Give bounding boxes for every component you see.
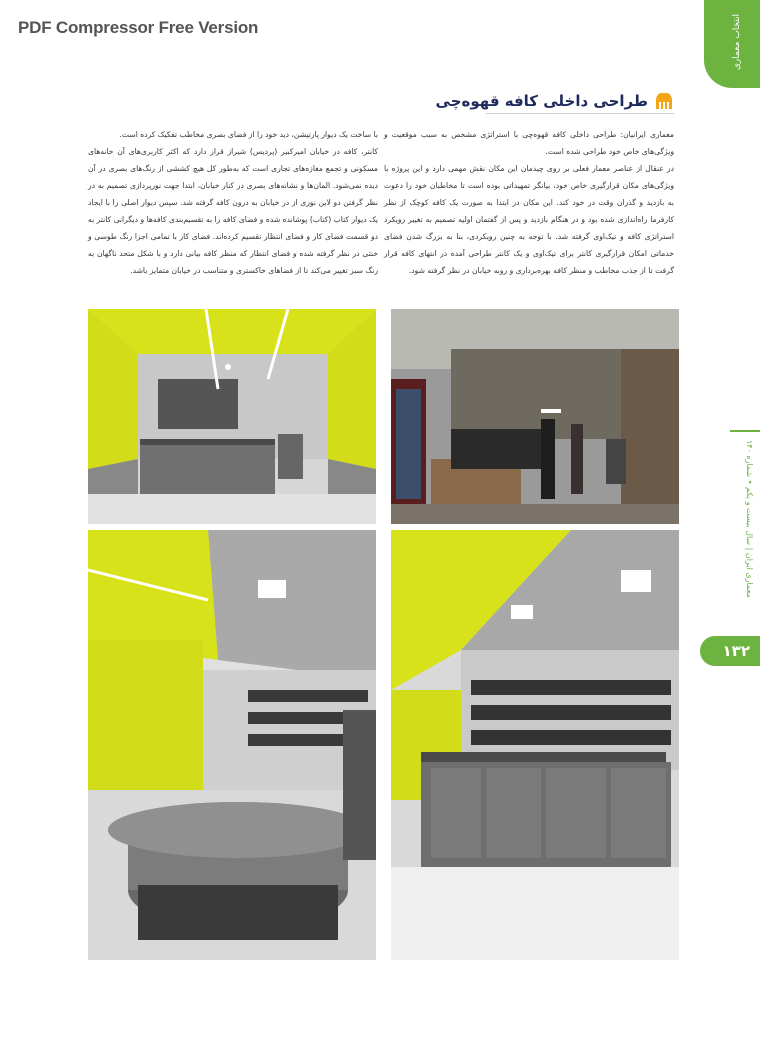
paragraph: با ساخت یک دیوار پارتیشن، دید خود را از فضای بصری مخاطب تفکیک کرده است. [119, 130, 378, 139]
article-title: طراحی داخلی کافه قهوه‌چی [435, 92, 648, 110]
paragraph: در عنقال از عناصر معمار فعلی بر روی چیدمان این مکان نقش مهمی دارد و این پروژه با ویژگی‌های مکان قرارگیری خاص خود، بیانگر تمهیداتی بوده است تا مخاطبان خود را دعوت به بازدید و گذران وقت در خود کند. این مکان در ابتدا به صورت یک کافه کوچک از نظر کارفرما راه‌اندازی شده بود و در هنگام بازدید و پس از گفتمان اولیه تصمیم به تغییر رویکرد استراتژی کافه و تیک‌اوی گرفته شد. با توجه به چنین رویکردی، بنا به بزرگ شدن فضای خدماتی امکان قرارگیری کانتر برای تیک‌اوی و یک کانتر طراحی آمده در انتهای کافه قرار گرفت تا از جذب مخاطب و منظر کافه بهره‌برداری و روبه خیابان در نظر گرفته شود. [384, 164, 674, 275]
article-header [436, 92, 674, 110]
photo-counter-yellow-ceiling [391, 530, 679, 960]
page-number: ۱۳۲ [722, 642, 750, 660]
side-divider [730, 430, 760, 432]
photo-cafe-interior [391, 309, 679, 524]
building-icon [654, 93, 674, 109]
text-column-left [88, 126, 378, 279]
title-underline [486, 113, 674, 114]
pdf-compressor-watermark: PDF Compressor Free Version [18, 18, 259, 37]
photo-yellow-corridor [88, 309, 376, 524]
section-tab-label: انتخاب معماری [732, 14, 742, 71]
photo-round-counter [88, 530, 376, 960]
journal-running-head: معماری ایران | سال بیست و یکم • شماره ۱۴۰ [745, 440, 754, 598]
paragraph: معماری ایرانیان: طراحی داخلی کافه قهوه‌چی با استراتژی مشخص به سبب موقعیت و ویژگی‌های خاص خود طراحی شده است. [384, 130, 674, 156]
section-tab [704, 0, 760, 88]
paragraph: کانتر، کافه در خیابان امیرکبیر (پردیس) شیراز قرار دارد که اکثر کاربری‌های آن خانه‌های مسکونی و تجمع مغازه‌های تجاری است که به‌طور کل هیچ کششی از رنگ‌های بصری در آن دیده نمی‌شود. المان‌ها و نشانه‌های بصری در کنار خیابان، ابتدا جهت نورپردازی تصمیم به در نظر گرفتن دو لاین نوری از در خیابان به درون کافه گرفته شد. سپس دیوار اصلی را با ایجاد یک دیوار کتاب (کتاب) پوشانده شده و فضای کافه را به تقسیم‌بندی کافه‌ها و دیگرانی کانتر به دو قسمت فضای کار و فضای انتظار تقسیم کرده‌اند. فضای کار با تمامی اجزا رنگ طوسی و خنثی در نظر گرفته شده و فضای انتظار که منظر کافه بیانی دارد و با شکل متحد ناگهان به رنگ سبز تغییر می‌کند تا از فضاهای خاکستری و متناسب در خیابان متمایز باشد. [88, 147, 378, 275]
page-number-tab [700, 636, 760, 666]
text-column-right [384, 126, 674, 279]
